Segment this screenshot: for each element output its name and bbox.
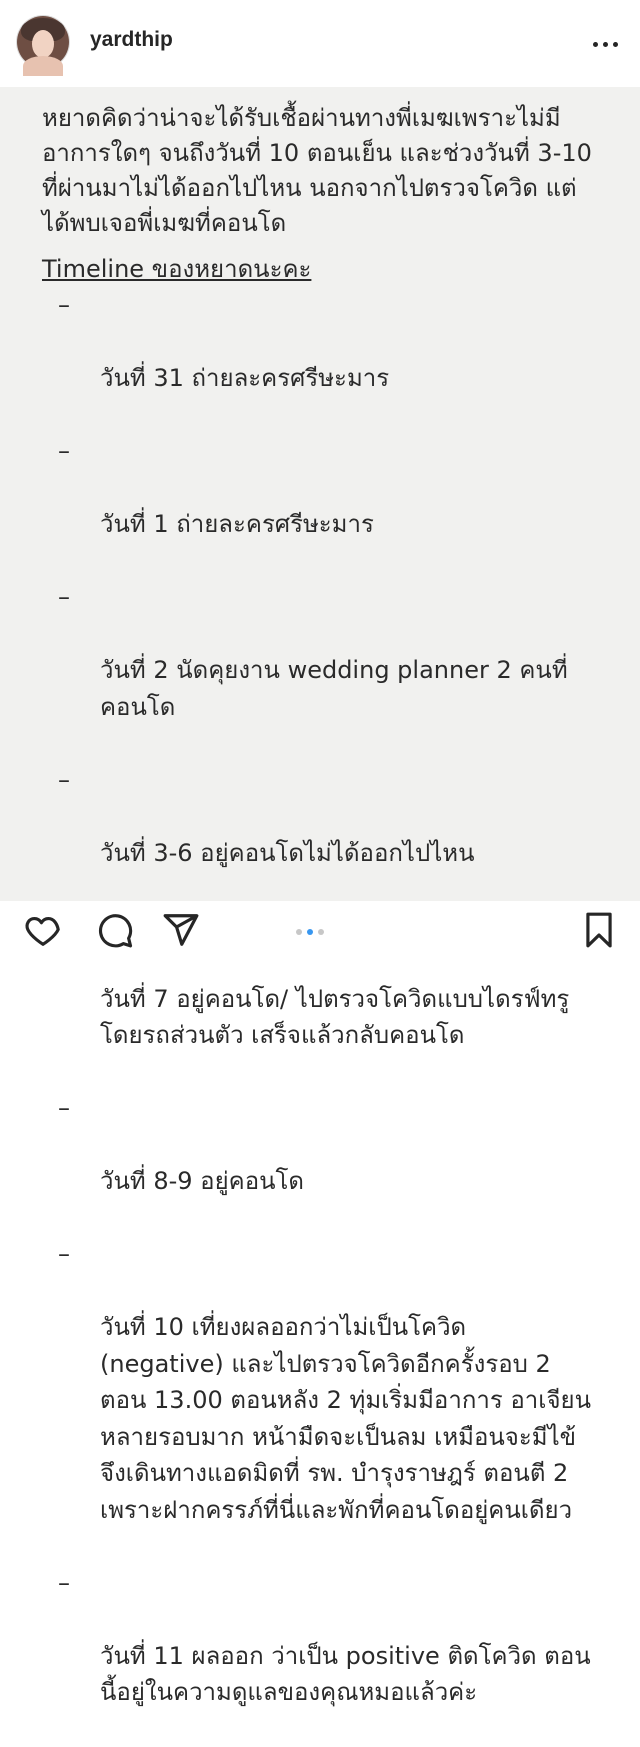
post-header [0, 10, 640, 86]
heart-icon[interactable] [24, 911, 62, 949]
timeline-item [0, 1565, 640, 1747]
avatar-shoulder [23, 56, 63, 76]
username[interactable]: yardthip [90, 28, 173, 52]
list-dash: – [58, 579, 70, 616]
timeline-title: Timeline ของหยาดนะคะ [42, 252, 311, 287]
timeline-item-text: วันที่ 1 ถ่ายละครศรีษะมาร [100, 506, 620, 543]
timeline-item-text: วันที่ 2 นัดคุยงาน wedding planner 2 คนที่ คอนโด [100, 652, 620, 725]
timeline-list [0, 287, 640, 1747]
share-icon[interactable] [162, 911, 200, 949]
timeline-item [0, 1090, 640, 1236]
list-dash: – [58, 287, 70, 324]
list-dash: – [58, 762, 70, 799]
timeline-item-text: วันที่ 8-9 อยู่คอนโด [100, 1163, 620, 1200]
bookmark-icon[interactable] [580, 911, 618, 949]
timeline-item-text: วันที่ 7 อยู่คอนโด/ ไปตรวจโควิดแบบไดรฟ์ทรู โดยรถส่วนตัว เสร็จแล้วกลับคอนโด [100, 981, 620, 1054]
timeline-item-text: วันที่ 31 ถ่ายละครศรีษะมาร [100, 360, 620, 397]
post-paragraph: หยาดคิดว่าน่าจะได้รับเชื้อผ่านทางพี่เมฆเพราะไม่มี อาการใดๆ จนถึงวันที่ 10 ตอนเย็น และช่วงวันที่ 3-10 ที่ผ่านมาไม่ได้ออกไปไหน นอกจากไปตรวจโควิด แต่ ได้พบเจอพี่เมฆที่คอนโด [42, 101, 622, 241]
list-dash: – [58, 1565, 70, 1602]
list-dash: – [58, 1236, 70, 1273]
timeline-item [0, 287, 640, 433]
timeline-item [0, 1236, 640, 1565]
avatar-face [32, 30, 54, 58]
carousel-dot [318, 929, 324, 935]
timeline-item-text: วันที่ 10 เที่ยงผลออกว่าไม่เป็นโควิด (negative) และไปตรวจโควิดอีกครั้งรอบ 2 ตอน 13.00 ตอนหลัง 2 ทุ่มเริ่มมีอาการ อาเจียน หลายรอบมาก หน้ามืดจะเป็นลม เหมือนจะมีไข้ จึงเดินทางแอดมิดที่ รพ. บำรุงราษฎร์ ตอนตี 2 เพราะฝากครรภ์ที่นี่และพักที่คอนโดอยู่คนเดียว [100, 1309, 620, 1528]
timeline-item [0, 579, 640, 762]
timeline-item [0, 762, 640, 908]
list-dash: – [58, 433, 70, 470]
post-image [0, 87, 640, 901]
list-dash: – [58, 1090, 70, 1127]
carousel-dot [296, 929, 302, 935]
carousel-indicator [296, 928, 346, 936]
timeline-item-text: วันที่ 3-6 อยู่คอนโดไม่ได้ออกไปไหน [100, 835, 620, 872]
timeline-item [0, 433, 640, 579]
post-actions-bar [0, 901, 640, 951]
carousel-dot-active [307, 929, 313, 935]
comment-icon[interactable] [96, 911, 134, 949]
more-options-icon[interactable] [585, 38, 625, 50]
timeline-item-text: วันที่ 11 ผลออก ว่าเป็น positive ติดโควิด ตอน นี้อยู่ในความดูแลของคุณหมอแล้วค่ะ [100, 1638, 620, 1711]
avatar[interactable] [17, 16, 69, 68]
